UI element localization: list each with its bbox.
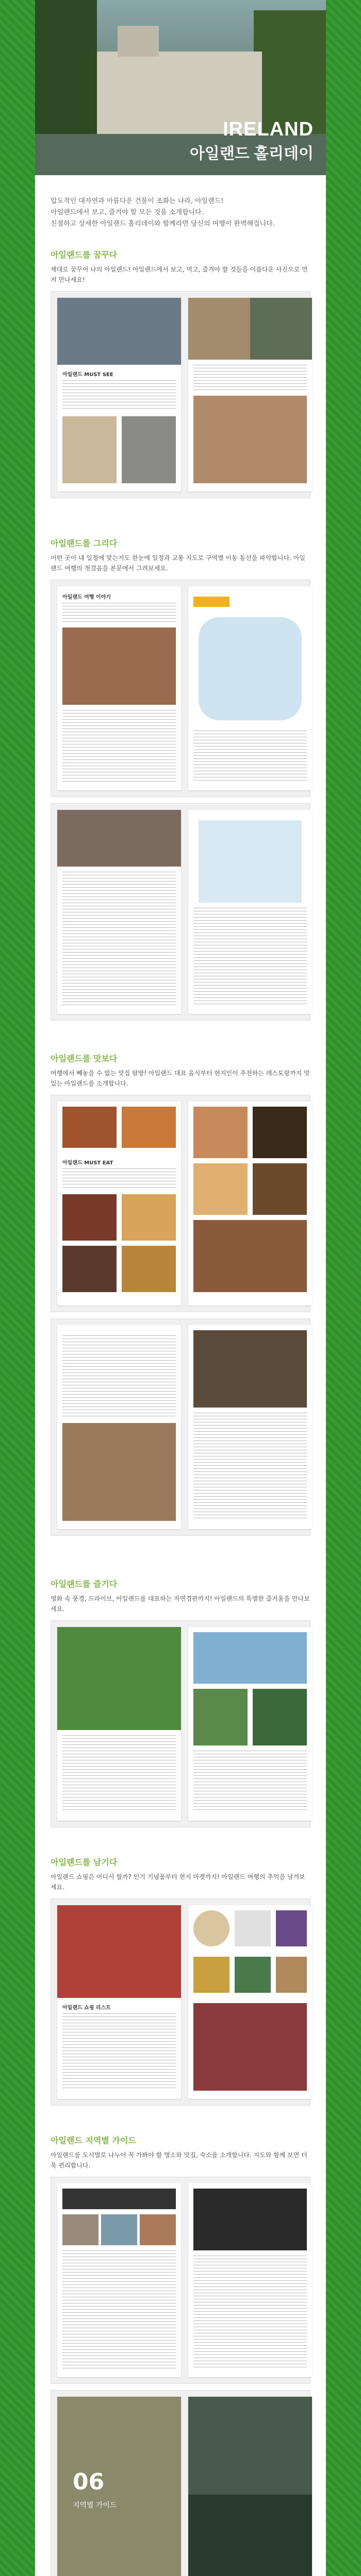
section-draw: [35, 529, 326, 1044]
section-text: 어떤 곳이 내 일정에 맞는지도 한눈에 일정과 교통 지도로 구역별 이동 동선을 파악합니다. 아일랜드 여행의 첫걸음을 본문에서 그려보세요.: [51, 554, 305, 572]
food-photo: [62, 1107, 117, 1148]
section-taste: [35, 1044, 326, 1569]
section-text: 아일랜드 쇼핑은 어디서 할까? 인기 기념품부터 현지 마켓까지! 아일랜드 여행의 추억을 남겨보세요.: [51, 1873, 305, 1891]
intro-line: 아일랜드에서 보고, 즐겨야 할 모든 것을 소개합니다.: [51, 209, 204, 216]
alley-photo: [250, 298, 312, 360]
text-block: [62, 2250, 176, 2369]
market-photo: [193, 396, 307, 483]
shop-photo: [57, 1905, 181, 1998]
landscape-photo: [193, 1689, 248, 1745]
page-left: [57, 1627, 181, 1821]
book-spread: [51, 2390, 310, 2576]
chapter-number: 06: [73, 2469, 105, 2495]
header-bar: [62, 2189, 176, 2209]
item-photo: [235, 1910, 271, 1946]
food-photo: [122, 1107, 176, 1148]
book-spread: [51, 803, 310, 1021]
section-title: 아일랜드를 남기다: [51, 1857, 118, 1867]
street-photo: [57, 298, 181, 365]
section-text: 영화 속 풍경, 드라이브, 아일랜드를 대표하는 자연경관까지! 아일랜드의 특별한 즐거움을 만나보세요.: [51, 1595, 310, 1613]
thumb-photo: [140, 2214, 176, 2245]
dark-hedges-photo: [188, 2495, 312, 2576]
label-tag: [193, 597, 229, 607]
page-left: [57, 2183, 181, 2377]
intro-line: 압도적인 대자연과 아름다운 건물이 조화는 나라, 아일랜드!: [51, 197, 224, 205]
food-photo: [253, 1163, 307, 1215]
section-title: 아일랜드를 그리다: [51, 538, 118, 548]
spread-caption: 아일랜드 MUST SEE: [62, 372, 113, 378]
section-title: 아일랜드를 즐기다: [51, 1579, 118, 1589]
section-title: 아일랜드 지역별 가이드: [51, 2136, 136, 2145]
section-text: 제대로 꿈꾸어 나의 아일랜드! 아일랜드에서 보고, 먹고, 즐겨야 할 것들을 이름다운 사진으로 먼저 만나세요!: [51, 266, 308, 283]
page-left: [57, 1325, 181, 1529]
intro-line: 친절하고 상세한 아일랜드 홀리데이와 함께라면 당신의 여행이 완벽해집니다.: [51, 220, 275, 228]
book-spread: [51, 1899, 310, 2106]
text-block: [62, 603, 176, 623]
page-right: [188, 810, 312, 1014]
food-photo: [122, 1246, 176, 1292]
text-block: [193, 2256, 307, 2369]
thumb-photo: [62, 2214, 99, 2245]
text-block: [193, 365, 307, 391]
interior-photo: [193, 2189, 307, 2250]
page-right: [188, 1905, 312, 2099]
page-left: [57, 1101, 181, 1306]
restaurant-photo: [193, 1330, 307, 1408]
bottles-photo: [193, 2003, 307, 2091]
page-left: [57, 1905, 181, 2099]
text-block: [62, 872, 176, 1006]
book-spread: [51, 291, 310, 498]
page-left: [57, 810, 181, 1014]
cliff-photo: [57, 1627, 181, 1730]
spread-caption: 아일랜드 MUST EAT: [62, 1160, 113, 1166]
item-photo: [276, 1910, 307, 1946]
map-photo: [62, 416, 117, 483]
food-photo: [193, 1163, 248, 1215]
thumb-photo: [101, 2214, 137, 2245]
text-block: [62, 1335, 176, 1418]
page-left: [57, 586, 181, 790]
page-right: [188, 1101, 312, 1306]
book-spread: [51, 1620, 310, 1827]
text-block: [193, 731, 307, 782]
coast-photo: [193, 1632, 307, 1684]
page-right: [188, 586, 312, 790]
chapter-page: [57, 2397, 181, 2576]
section-dream: [35, 240, 326, 529]
text-block: [62, 710, 176, 782]
book-spread: [51, 2177, 310, 2384]
drink-photo: [253, 1107, 307, 1158]
pub-street-photo: [62, 628, 176, 705]
intro-text: [35, 175, 326, 240]
hero-title-ko: 아일랜드 홀리데이: [189, 145, 314, 162]
food-photo: [193, 1107, 248, 1158]
item-photo: [276, 1957, 307, 1993]
item-photo: [193, 1910, 229, 1946]
spread-caption: 아일랜드 쇼핑 리스트: [62, 2005, 111, 2011]
content-column: [35, 0, 326, 2576]
section-text: 여행에서 빼놓을 수 없는 맛집 탐방! 아일랜드 대표 음식부터 현지인이 추천하는 레스토랑까지 맛있는 아일랜드를 소개합니다.: [51, 1070, 310, 1087]
text-block: [62, 1168, 176, 1189]
ireland-map: [199, 617, 302, 720]
book-spread: [51, 1318, 310, 1536]
page-left: [57, 298, 181, 492]
city-street-photo: [57, 810, 181, 867]
section-title: 아일랜드를 꿈꾸다: [51, 250, 118, 260]
page-right: [188, 2397, 312, 2576]
book-spread: [51, 580, 310, 797]
page-right: [188, 1325, 312, 1529]
section-region: [35, 2126, 326, 2576]
food-photo: [193, 1220, 307, 1292]
causeway-photo: [188, 2397, 312, 2495]
text-block: [193, 908, 307, 1006]
section-keep: [35, 1848, 326, 2126]
text-block: [62, 2013, 176, 2091]
text-block: [62, 1735, 176, 1812]
restaurant-photo: [62, 1423, 176, 1521]
section-title: 아일랜드를 맛보다: [51, 1054, 118, 1063]
spread-caption: 아일랜드 여행 이야기: [62, 595, 111, 600]
page-right: [188, 2183, 312, 2377]
book-spread: [51, 1095, 310, 1312]
food-photo: [122, 1194, 176, 1241]
shop-photo: [188, 298, 250, 360]
text-block: [193, 1751, 307, 1812]
food-photo: [62, 1194, 117, 1241]
page-right: [188, 298, 312, 492]
hero-title-en: IRELAND: [223, 118, 314, 140]
item-photo: [235, 1957, 271, 1993]
page-right: [188, 1627, 312, 1821]
hero-title: [190, 118, 314, 163]
food-photo: [62, 1246, 117, 1292]
section-enjoy: [35, 1569, 326, 1848]
text-block: [62, 380, 176, 411]
section-text: 아일랜드를 도시별로 나누어 꼭 가봐야 할 명소와 맛집, 숙소를 소개합니다. 지도와 함께 보면 더욱 편리합니다.: [51, 2151, 307, 2169]
item-photo: [193, 1957, 229, 1993]
hero-banner: [35, 0, 326, 175]
text-block: [193, 1413, 307, 1521]
route-map: [199, 820, 302, 903]
building-photo: [122, 416, 176, 483]
landscape-photo: [253, 1689, 307, 1745]
chapter-label: 지역별 가이드: [73, 2501, 117, 2510]
